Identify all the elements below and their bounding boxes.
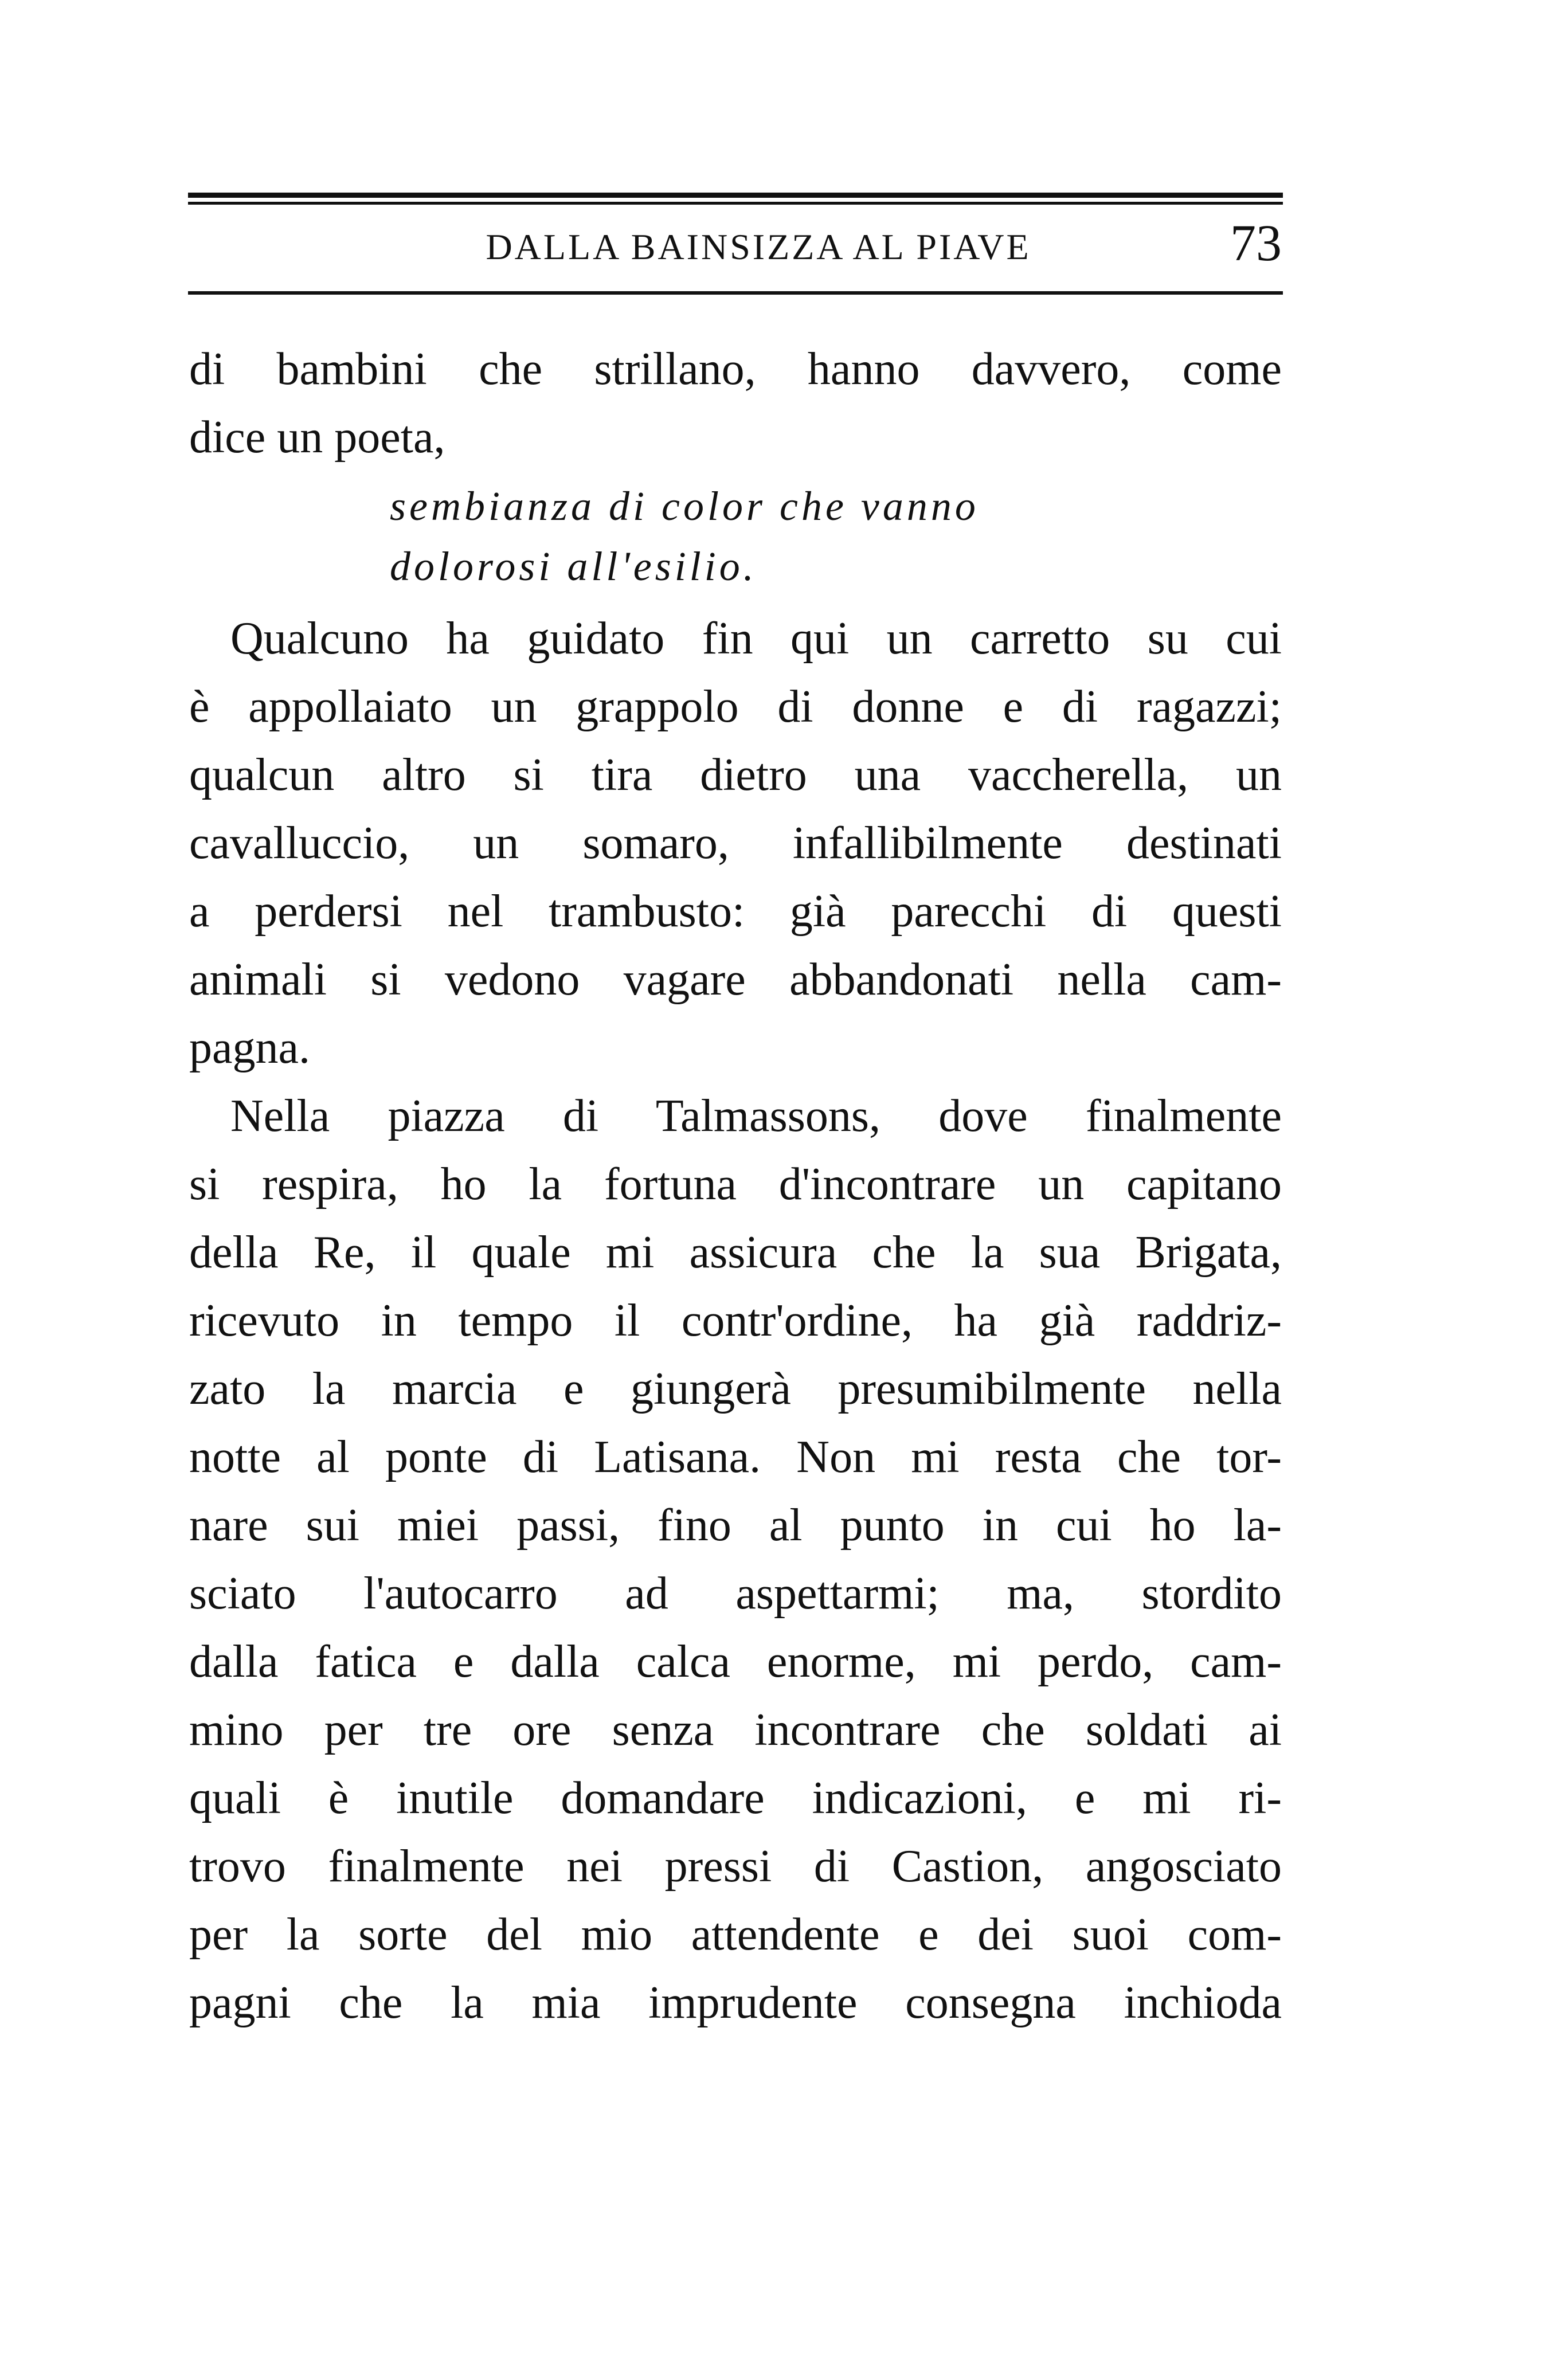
text-line: pagna. — [189, 1023, 311, 1073]
text-line: Qualcuno ha guidato fin qui un carretto su cui — [230, 613, 1282, 664]
header-rule-top — [188, 193, 1283, 198]
text-line: pagni che la mia imprudente consegna inchioda — [189, 1978, 1282, 2028]
verse-line: sembianza di color che vanno — [390, 483, 979, 529]
page-number: 73 — [1230, 215, 1282, 272]
paragraph-1 — [189, 335, 1282, 472]
text-line: a perdersi nel trambusto: già parecchi di questi — [189, 886, 1282, 937]
text-line: sciato l'autocarro ad aspettarmi; ma, stordito — [189, 1568, 1282, 1619]
text-line: dice un poeta, — [189, 412, 445, 463]
text-line: mino per tre ore senza incontrare che soldati ai — [189, 1705, 1282, 1755]
running-head — [189, 215, 1282, 281]
running-title: DALLA BAINSIZZA AL PIAVE — [486, 226, 1031, 267]
text-line: cavalluccio, un somaro, infallibilmente destinati — [189, 818, 1282, 868]
text-line: dalla fatica e dalla calca enorme, mi perdo, cam- — [189, 1637, 1282, 1687]
text-line: della Re, il quale mi assicura che la sua Brigata, — [189, 1227, 1282, 1278]
verse-quote — [189, 476, 1282, 597]
header-rule-bottom — [188, 291, 1283, 295]
paragraph-3 — [189, 1082, 1282, 2037]
text-line: zato la marcia e giungerà presumibilmente nella — [189, 1364, 1282, 1414]
text-line: quali è inutile domandare indicazioni, e mi ri- — [189, 1773, 1282, 1823]
header-rule-top-thin — [188, 202, 1283, 205]
text-line: trovo finalmente nei pressi di Castion, angosciato — [189, 1841, 1282, 1892]
text-line: qualcun altro si tira dietro una vaccherella, un — [189, 750, 1282, 800]
text-line: di bambini che strillano, hanno davvero, come — [189, 344, 1282, 394]
text-line: Nella piazza di Talmassons, dove finalmente — [230, 1091, 1282, 1141]
text-line: nare sui miei passi, fino al punto in cui ho la- — [189, 1500, 1282, 1551]
text-line: si respira, ho la fortuna d'incontrare un capitano — [189, 1159, 1282, 1209]
text-line: notte al ponte di Latisana. Non mi resta che tor- — [189, 1432, 1282, 1482]
text-line: è appollaiato un grappolo di donne e di ragazzi; — [189, 682, 1282, 732]
body-text — [189, 335, 1282, 2037]
verse-line: dolorosi all'esilio. — [390, 543, 757, 589]
text-line: per la sorte del mio attendente e dei suoi com- — [189, 1909, 1282, 1960]
text-line: animali si vedono vagare abbandonati nella cam- — [189, 954, 1282, 1005]
text-line: ricevuto in tempo il contr'ordine, ha già raddriz- — [189, 1295, 1282, 1346]
paragraph-2 — [189, 605, 1282, 1082]
